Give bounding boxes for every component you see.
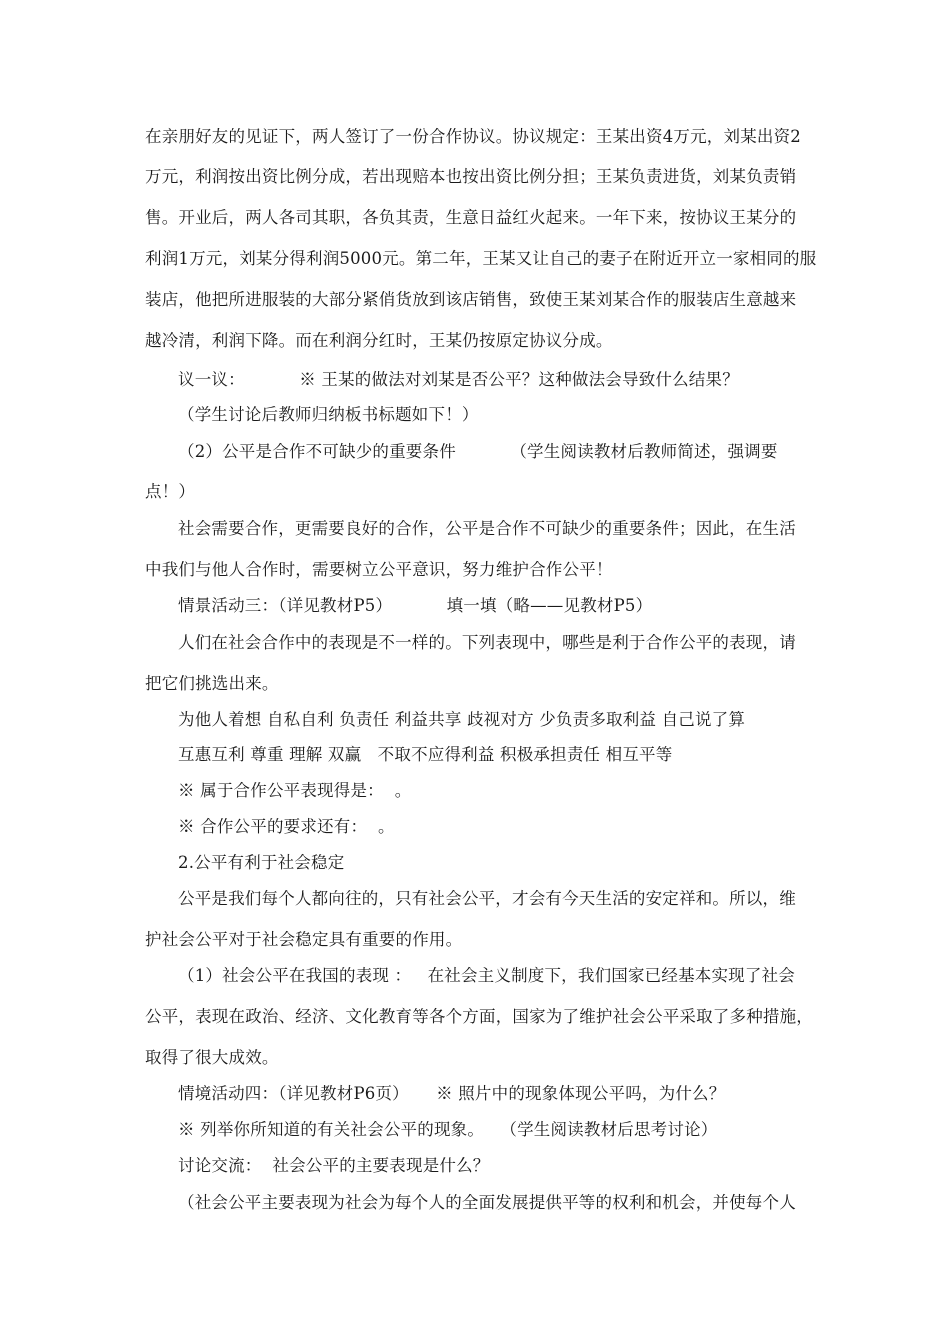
text-line: ※ 属于合作公平表现得是： 。 [178, 781, 412, 800]
text-line: 取得了很大成效。 [145, 1048, 279, 1067]
text-line: 售。开业后，两人各司其职，各负其责，生意日益红火起来。一年下来，按协议王某分的 [145, 208, 797, 227]
section-heading: 2.公平有利于社会稳定 [178, 853, 345, 872]
text-line: 议一议： ※ 王某的做法对刘某是否公平？这种做法会导致什么结果？ [178, 370, 739, 389]
text-line: 在亲朋好友的见证下，两人签订了一份合作协议。协议规定：王某出资4万元，刘某出资2 [145, 127, 801, 146]
text-line: 公平是我们每个人都向往的，只有社会公平，才会有今天生活的安定祥和。所以，维 [178, 889, 796, 908]
section-heading: （2）公平是合作不可缺少的重要条件 （学生阅读教材后教师简述，强调要 [178, 442, 778, 461]
text-line: 装店，他把所进服装的大部分紧俏货放到该店销售，致使王某刘某合作的服装店生意越来 [145, 290, 797, 309]
text-line: （社会公平主要表现为社会为每个人的全面发展提供平等的权利和机会，并使每个人 [178, 1193, 796, 1212]
text-line: 情景活动三：（详见教材P5） 填一填（略——见教材P5） [178, 596, 653, 615]
text-line: 讨论交流： 社会公平的主要表现是什么？ [178, 1156, 490, 1175]
text-line: 社会需要合作，更需要良好的合作，公平是合作不可缺少的重要条件；因此，在生活 [178, 519, 796, 538]
text-line: ※ 合作公平的要求还有： 。 [178, 817, 395, 836]
text-line: 利润1万元，刘某分得利润5000元。第二年，王某又让自己的妻子在附近开立一家相同的服 [145, 249, 817, 268]
text-line: （1）社会公平在我国的表现 ： 在社会主义制度下，我们国家已经基本实现了社会 [178, 966, 795, 985]
text-line: 中我们与他人合作时，需要树立公平意识，努力维护合作公平！ [145, 560, 613, 579]
text-line: 万元，利润按出资比例分成，若出现赔本也按出资比例分担；王某负责进货，刘某负责销 [145, 167, 797, 186]
text-line: 互惠互利 尊重 理解 双赢 不取不应得利益 积极承担责任 相互平等 [178, 745, 673, 764]
text-line: 情境活动四：（详见教材P6页） ※ 照片中的现象体现公平吗，为什么？ [178, 1084, 726, 1103]
text-line: 点！） [145, 482, 196, 501]
text-line: 人们在社会合作中的表现是不一样的。下列表现中，哪些是利于合作公平的表现，请 [178, 633, 796, 652]
text-line: 为他人着想 自私自利 负责任 利益共享 歧视对方 少负责多取利益 自己说了算 [178, 710, 746, 729]
text-line: （学生讨论后教师归纳板书标题如下！） [178, 405, 479, 424]
text-line: ※ 列举你所知道的有关社会公平的现象。 （学生阅读教材后思考讨论） [178, 1120, 718, 1139]
text-line: 把它们挑选出来。 [145, 674, 279, 693]
text-line: 护社会公平对于社会稳定具有重要的作用。 [145, 930, 463, 949]
text-line: 越冷清，利润下降。而在利润分红时，王某仍按原定协议分成。 [145, 331, 613, 350]
text-line: 公平，表现在政治、经济、文化教育等各个方面，国家为了维护社会公平采取了多种措施， [145, 1007, 813, 1026]
